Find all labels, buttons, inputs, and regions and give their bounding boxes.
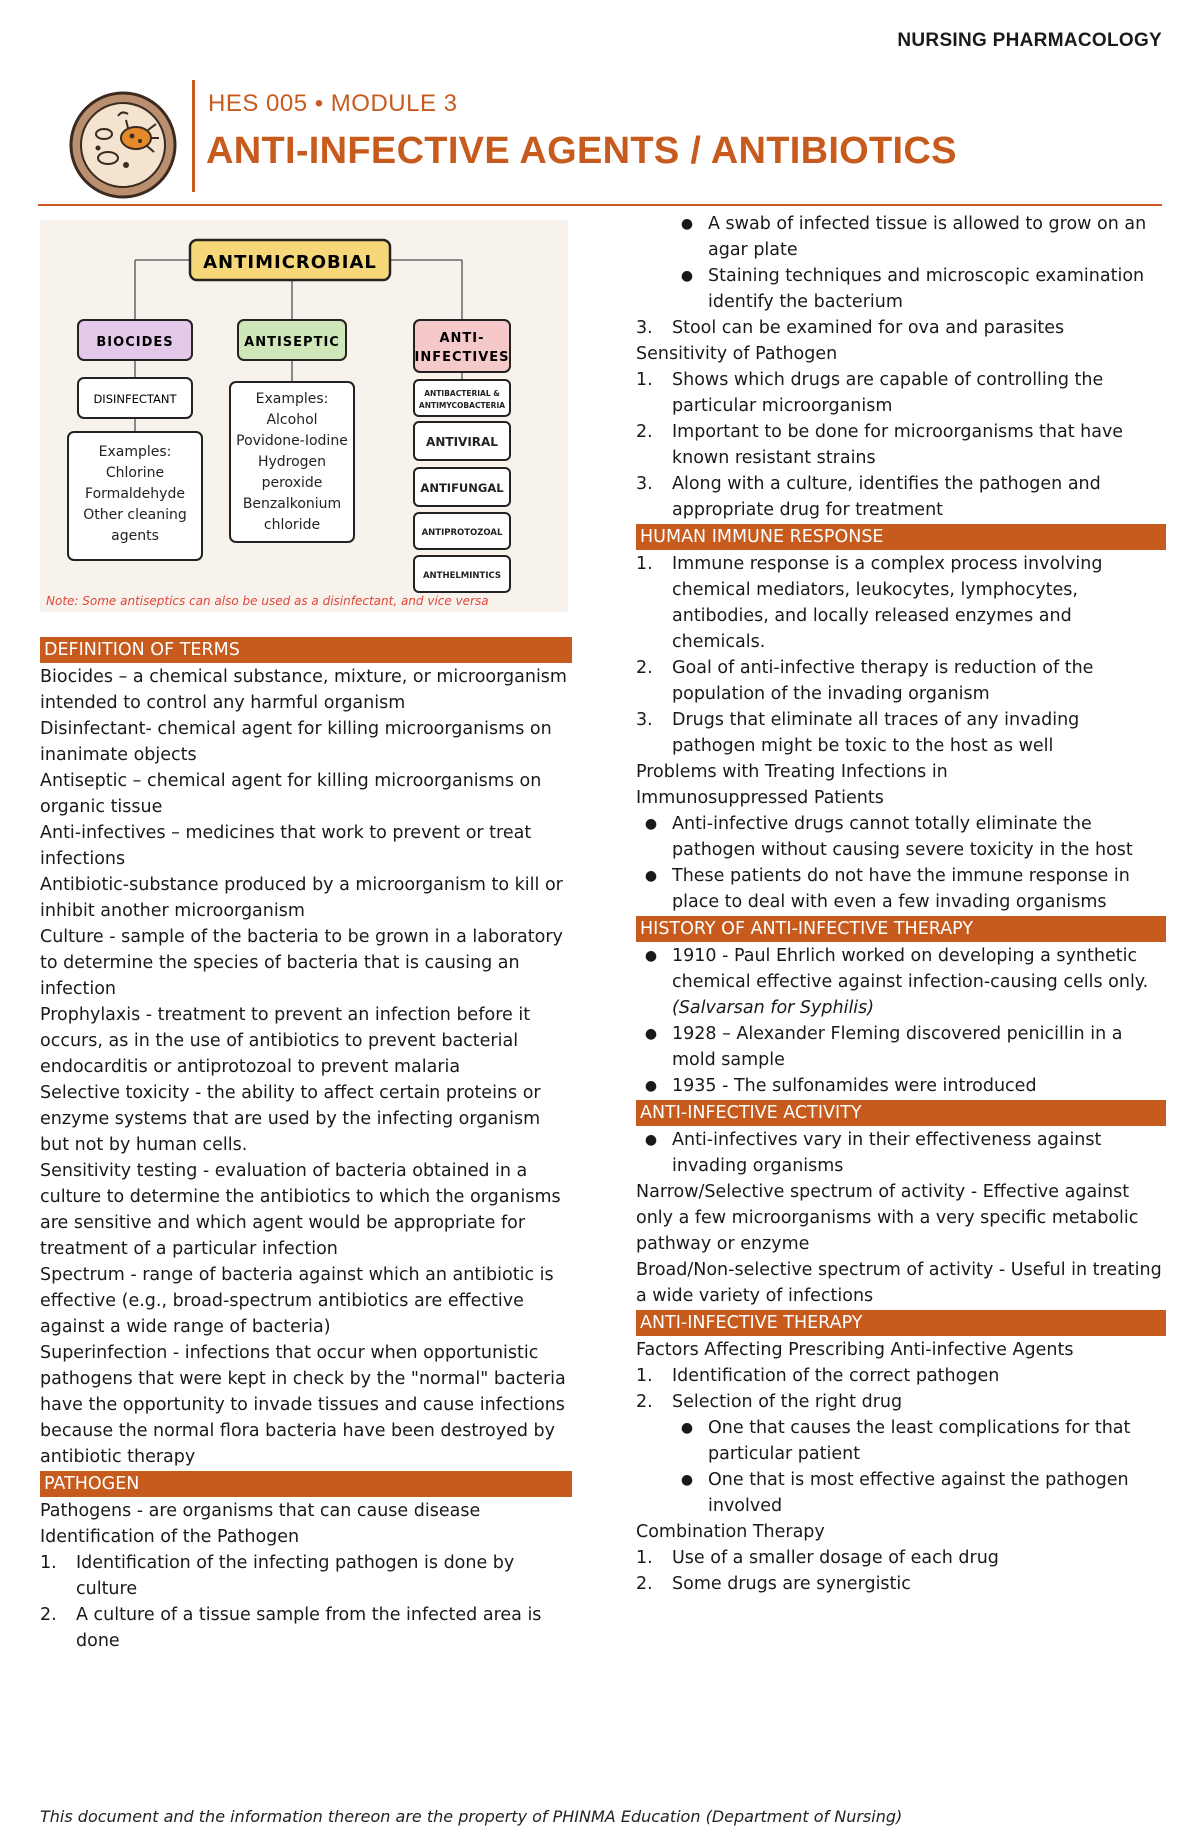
antibacterial-label-2: ANTIMYCOBACTERIA <box>418 401 506 410</box>
list-item <box>636 1127 1166 1179</box>
combination-title: Combination Therapy <box>636 1522 825 1542</box>
microbe-logo-icon <box>68 90 178 200</box>
section-heading-history: HISTORY OF ANTI-INFECTIVE THERAPY <box>636 916 1166 942</box>
list-item <box>636 1467 1166 1519</box>
list-item <box>40 1602 572 1654</box>
problems-title-2: Immunosuppressed Patients <box>636 788 884 808</box>
list-item-text: Identification of the correct pathogen <box>672 1366 1000 1386</box>
list-item-text: Some drugs are synergistic <box>672 1574 911 1594</box>
disinfectant-example: Formaldehyde <box>85 486 185 502</box>
bullet-icon: ● <box>680 1472 694 1488</box>
disinfectant-example: agents <box>111 528 159 544</box>
list-item <box>636 367 1166 419</box>
list-item-text: One that causes the least complications for that particular patient <box>708 1418 1131 1464</box>
list-item-text: Anti-infectives vary in their effectiveness against invading organisms <box>672 1130 1102 1176</box>
bullet-icon: ● <box>644 868 658 884</box>
list-item-text: Selection of the right drug <box>672 1392 903 1412</box>
page-header <box>38 72 1162 207</box>
antiseptic-example: Povidone-Iodine <box>236 433 348 449</box>
list-number: 2. <box>636 422 653 442</box>
list-item-text: Stool can be examined for ova and parasites <box>672 318 1065 338</box>
bullet-icon: ● <box>680 268 694 284</box>
definition-disinfectant: Disinfectant- chemical agent for killing microorganisms on inanimate objects <box>40 719 552 765</box>
list-item-text: Drugs that eliminate all traces of any invading pathogen might be toxic to the host as well <box>672 710 1080 756</box>
list-item <box>636 419 1166 471</box>
list-number: 3. <box>636 710 653 730</box>
anti-infectives-label-1: ANTI- <box>439 331 485 346</box>
list-item-italic: (Salvarsan for Syphilis) <box>672 998 875 1018</box>
bullet-icon: ● <box>644 1026 658 1042</box>
section-heading-activity: ANTI-INFECTIVE ACTIVITY <box>636 1100 1166 1126</box>
list-number: 1. <box>636 1366 653 1386</box>
list-item <box>636 1021 1166 1073</box>
problems-title-1: Problems with Treating Infections in <box>636 762 948 782</box>
list-number: 3. <box>636 474 653 494</box>
section-heading-definitions: DEFINITION OF TERMS <box>40 637 572 663</box>
list-number: 1. <box>636 554 653 574</box>
antiseptic-example: peroxide <box>261 475 323 491</box>
bullet-icon: ● <box>680 1420 694 1436</box>
list-number: 1. <box>636 370 653 390</box>
list-item <box>636 1545 1166 1571</box>
diagram-note: Note: Some antiseptics can also be used as a disinfectant, and vice versa <box>46 594 489 608</box>
list-item-text: Goal of anti-infective therapy is reduction of the population of the invading organism <box>672 658 1094 704</box>
list-item-text: 1928 – Alexander Fleming discovered penicillin in a mold sample <box>672 1024 1123 1070</box>
section-heading-therapy: ANTI-INFECTIVE THERAPY <box>636 1310 1166 1336</box>
antiseptic-example: Hydrogen <box>257 454 327 470</box>
list-item-text: A swab of infected tissue is allowed to grow on an agar plate <box>708 214 1147 260</box>
identification-title: Identification of the Pathogen <box>40 1527 300 1547</box>
biocides-label: BIOCIDES <box>96 335 174 350</box>
definition-biocides: Biocides – a chemical substance, mixture, or microorganism intended to control any harmful organism <box>40 667 567 713</box>
list-number: 2. <box>636 658 653 678</box>
list-item <box>636 471 1166 523</box>
list-item-text: Use of a smaller dosage of each drug <box>672 1548 999 1568</box>
antiseptic-example: Benzalkonium <box>242 496 342 512</box>
list-number: 1. <box>636 1548 653 1568</box>
list-item-text: Anti-infective drugs cannot totally eliminate the pathogen without causing severe toxicity in the host <box>672 814 1133 860</box>
list-item <box>636 263 1166 315</box>
list-item <box>636 1363 1166 1389</box>
definition-antiseptic: Antiseptic – chemical agent for killing microorganisms on organic tissue <box>40 771 542 817</box>
antibacterial-box <box>414 380 510 416</box>
antiseptic-example: Examples: <box>255 391 329 407</box>
definition-culture: Culture - sample of the bacteria to be grown in a laboratory to determine the species of bacteria that is causing an infection <box>40 927 563 999</box>
list-item-text: Identification of the infecting pathogen is done by culture <box>76 1553 515 1599</box>
list-number: 1. <box>40 1553 57 1573</box>
list-item <box>636 1415 1166 1467</box>
course-label: NURSING PHARMACOLOGY <box>897 30 1162 51</box>
definition-antibiotic: Antibiotic-substance produced by a microorganism to kill or inhibit another microorganism <box>40 875 563 921</box>
list-item <box>636 1389 1166 1415</box>
list-item-text: Shows which drugs are capable of controlling the particular microorganism <box>672 370 1104 416</box>
list-item <box>636 655 1166 707</box>
list-item-text: One that is most effective against the pathogen involved <box>708 1470 1129 1516</box>
antiprotozoal-label: ANTIPROTOZOAL <box>421 528 503 538</box>
list-item <box>636 315 1166 341</box>
antiseptic-example: Alcohol <box>266 412 318 428</box>
broad-spectrum: Broad/Non-selective spectrum of activity - Useful in treating a wide variety of infections <box>636 1260 1162 1306</box>
right-column <box>636 211 1166 1597</box>
antifungal-label: ANTIFUNGAL <box>420 481 504 495</box>
antimicrobial-diagram-svg <box>40 220 568 612</box>
page-title: ANTI-INFECTIVE AGENTS / ANTIBIOTICS <box>206 130 957 172</box>
list-item <box>636 1073 1166 1099</box>
left-column <box>40 636 572 1654</box>
definition-spectrum: Spectrum - range of bacteria against which an antibiotic is effective (e.g., broad-spectrum antibiotics are effective against a wide range of bacteria) <box>40 1265 554 1337</box>
disinfectant-example: Other cleaning <box>83 507 187 523</box>
bullet-icon: ● <box>644 1078 658 1094</box>
list-item-text: These patients do not have the immune response in place to deal with even a few invading organisms <box>672 866 1130 912</box>
bullet-icon: ● <box>644 816 658 832</box>
list-item-text: Staining techniques and microscopic examination identify the bacterium <box>708 266 1145 312</box>
section-heading-immune: HUMAN IMMUNE RESPONSE <box>636 524 1166 550</box>
root-label: ANTIMICROBIAL <box>203 252 377 273</box>
list-item <box>636 811 1166 863</box>
anthelmintics-label: ANTHELMINTICS <box>422 571 502 581</box>
factors-title: Factors Affecting Prescribing Anti-infective Agents <box>636 1340 1074 1360</box>
antiseptic-label: ANTISEPTIC <box>244 335 340 350</box>
antibacterial-label-1: ANTIBACTERIAL & <box>424 389 500 398</box>
definition-sensitivity-testing: Sensitivity testing - evaluation of bacteria obtained in a culture to determine the antibiotics to which the organisms are sensitive and which agent would be appropriate for treatment of a particular infection <box>40 1161 561 1259</box>
list-item-text: Along with a culture, identifies the pathogen and appropriate drug for treatment <box>672 474 1101 520</box>
list-number: 2. <box>40 1605 57 1625</box>
list-item-text: 1935 - The sulfonamides were introduced <box>672 1076 1037 1096</box>
definition-superinfection: Superinfection - infections that occur when opportunistic pathogens that were kept in check by the "normal" bacteria have the opportunity to invade tissues and cause infections because the normal flora bacteria have been destroyed by antibiotic therapy <box>40 1343 566 1467</box>
disinfectant-example: Examples: <box>98 444 172 460</box>
list-item <box>636 943 1166 1021</box>
list-item-text: Important to be done for microorganisms that have known resistant strains <box>672 422 1124 468</box>
definition-prophylaxis: Prophylaxis - treatment to prevent an infection before it occurs, as in the use of antibiotics to prevent bacterial endocarditis or antiprotozoal to prevent malaria <box>40 1005 531 1077</box>
list-number: 2. <box>636 1392 653 1412</box>
header-rule <box>38 204 1162 206</box>
definition-anti-infectives: Anti-infectives – medicines that work to prevent or treat infections <box>40 823 532 869</box>
footer-note: This document and the information thereon are the property of PHINMA Education (Department of Nursing) <box>40 1807 903 1826</box>
list-item <box>636 863 1166 915</box>
disinfectant-label: DISINFECTANT <box>93 392 177 406</box>
bullet-icon: ● <box>644 1132 658 1148</box>
list-item <box>636 707 1166 759</box>
list-item <box>636 211 1166 263</box>
list-item <box>636 551 1166 655</box>
section-heading-pathogen: PATHOGEN <box>40 1471 572 1497</box>
list-number: 3. <box>636 318 653 338</box>
list-item-text: A culture of a tissue sample from the infected area is done <box>76 1605 542 1651</box>
list-number: 2. <box>636 1574 653 1594</box>
module-label: HES 005 • MODULE 3 <box>208 90 458 117</box>
bullet-icon: ● <box>644 948 658 964</box>
antiviral-label: ANTIVIRAL <box>426 435 498 449</box>
list-item <box>40 1550 572 1602</box>
pathogen-definition: Pathogens - are organisms that can cause disease <box>40 1501 481 1521</box>
disinfectant-example: Chlorine <box>105 465 165 481</box>
bullet-icon: ● <box>680 216 694 232</box>
list-item-text: 1910 - Paul Ehrlich worked on developing a synthetic chemical effective against infection-causing cells only. <box>672 946 1149 992</box>
anti-infectives-label-2: INFECTIVES <box>414 350 510 365</box>
sensitivity-title: Sensitivity of Pathogen <box>636 344 838 364</box>
definition-selective-toxicity: Selective toxicity - the ability to affect certain proteins or enzyme systems that are used by the infecting organism but not by human cells. <box>40 1083 541 1155</box>
narrow-spectrum: Narrow/Selective spectrum of activity - Effective against only a few microorganisms with a very specific metabolic pathway or enzyme <box>636 1182 1139 1254</box>
list-item-text: Immune response is a complex process involving chemical mediators, leukocytes, lymphocytes, antibodies, and locally released enzymes and chemicals. <box>672 554 1103 652</box>
list-item <box>636 1571 1166 1597</box>
antimicrobial-diagram <box>40 220 568 612</box>
header-divider <box>192 80 195 192</box>
antiseptic-example: chloride <box>263 517 321 533</box>
